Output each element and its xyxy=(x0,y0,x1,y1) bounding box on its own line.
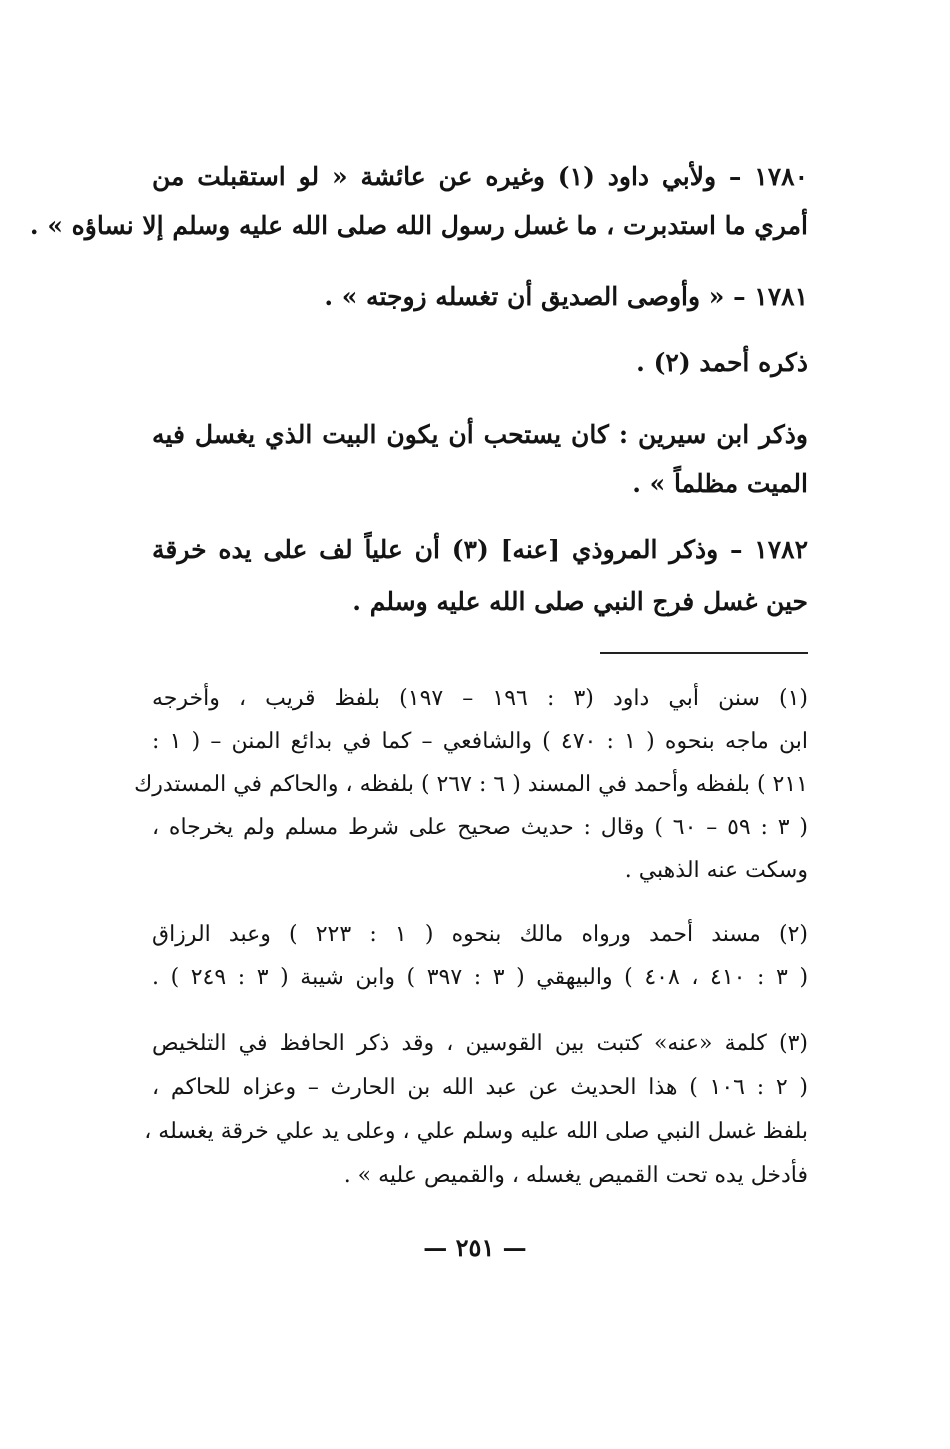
hadith-1782-line-1: ١٧٨٢ – وذكر المروذي [عنه] (٣) أن علياً لف على يده خرقة xyxy=(152,535,808,564)
hadith-1780-line-1: ١٧٨٠ – ولأبي داود (١) وغيره عن عائشة « لو استقبلت من xyxy=(152,162,808,191)
footnote-3-line-4: فأدخل يده تحت القميص يغسله ، والقميص عليه » . xyxy=(343,1163,808,1188)
footnote-separator xyxy=(600,652,808,654)
hadith-1782-line-2: حين غسل فرج النبي صلى الله عليه وسلم . xyxy=(352,587,808,616)
hadith-1780-line-2: أمري ما استدبرت ، ما غسل رسول الله صلى الله عليه وسلم إلا نساؤه » . xyxy=(29,211,808,240)
footnote-1-line-5: وسكت عنه الذهبي . xyxy=(624,858,808,883)
footnote-1-line-1: (١) سنن أبي داود (٣ : ١٩٦ – ١٩٧) بلفظ قريب ، وأخرجه xyxy=(152,686,808,711)
hadith-1781-source: ذكره أحمد (٢) . xyxy=(636,348,808,377)
footnote-1-line-2: ابن ماجه بنحوه ( ١ : ٤٧٠ ) والشافعي – كما في بدائع المنن – ( ١ : xyxy=(152,729,808,754)
page-number: — ٢٥١ — xyxy=(423,1233,527,1262)
footnote-3-line-3: بلفظ غسل النبي صلى الله عليه وسلم علي ، وعلى يد علي خرقة يغسله ، xyxy=(144,1119,808,1144)
hadith-1781: ١٧٨١ – « وأوصى الصديق أن تغسله زوجته » . xyxy=(324,282,808,311)
footnote-2-line-2: ( ٣ : ٤١٠ ، ٤٠٨ ) والبيهقي ( ٣ : ٣٩٧ ) وابن شيبة ( ٣ : ٢٤٩ ) . xyxy=(152,965,809,990)
footnote-1-line-3: ٢١١ ) بلفظه وأحمد في المسند ( ٦ : ٢٦٧ ) بلفظه ، والحاكم في المستدرك xyxy=(134,772,808,797)
footnote-2-line-1: (٢) مسند أحمد ورواه مالك بنحوه ( ١ : ٢٢٣ ) وعبد الرزاق xyxy=(152,922,808,947)
ibn-sirin-line-1: وذكر ابن سيرين : كان يستحب أن يكون البيت الذي يغسل فيه xyxy=(152,420,808,449)
footnote-3-line-1: (٣) كلمة «عنه» كتبت بين القوسين ، وقد ذكر الحافظ في التلخيص xyxy=(152,1031,808,1056)
ibn-sirin-line-2: الميت مظلماً » . xyxy=(632,469,808,498)
footnote-1-line-4: ( ٣ : ٥٩ – ٦٠ ) وقال : حديث صحيح على شرط مسلم ولم يخرجاه ، xyxy=(152,815,808,840)
footnote-3-line-2: ( ٢ : ١٠٦ ) هذا الحديث عن عبد الله بن الحارث – وعزاه للحاكم ، xyxy=(152,1075,808,1100)
